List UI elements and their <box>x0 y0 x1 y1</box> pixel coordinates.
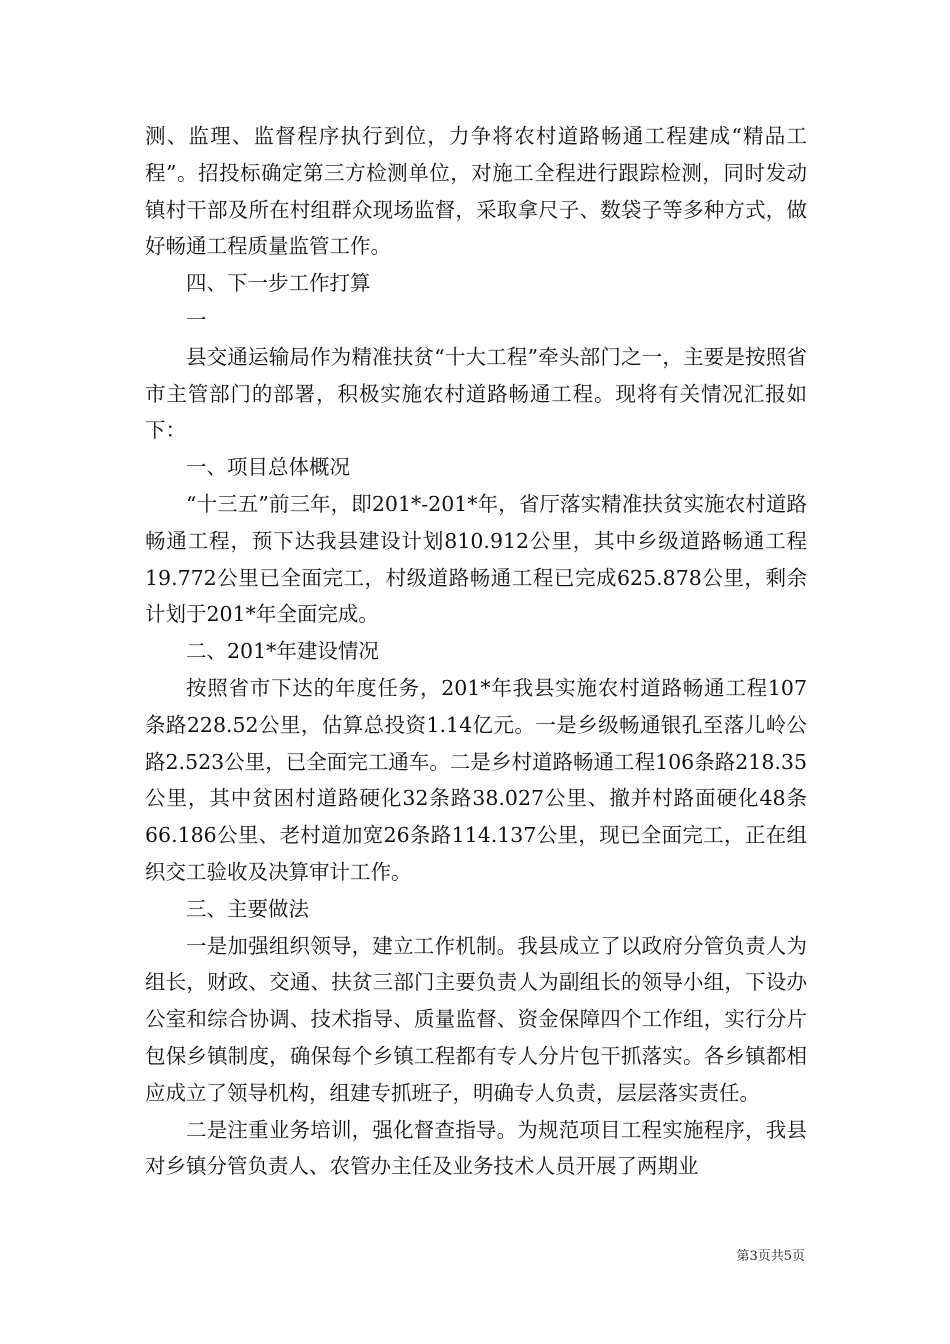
section-heading-construction: 二、201*年建设情况 <box>186 639 379 664</box>
paragraph-continued: 测、监理、监督程序执行到位，力争将农村道路畅通工程建成“精品工程”。招投标确定第三方检测单位，对施工全程进行跟踪检测，同时发动镇村干部及所在村组群众现场监督，采取拿尺子、数袋子等多种方式，做好畅通工程质量监管工作。 <box>145 124 807 259</box>
paragraph-intro: 县交通运输局作为精准扶贫“十大工程”牵头部门之一，主要是按照省市主管部门的部署，积极实施农村道路畅通工程。现将有关情况汇报如下： <box>145 344 807 443</box>
page-number: 第3页共5页 <box>736 1249 805 1264</box>
paragraph-overview: “十三五”前三年，即201*-201*年，省厅落实精准扶贫实施农村道路畅通工程，预下达我县建设计划810.912公里，其中乡级道路畅通工程19.772公里已全面完工，村级道路畅通工程已完成625.878公里，剩余计划于201*年全面完成。 <box>145 491 807 627</box>
section-heading-methods: 三、主要做法 <box>186 896 309 921</box>
section-heading-overview: 一、项目总体概况 <box>186 455 350 480</box>
paragraph-method-2: 二是注重业务培训，强化督查指导。为规范项目工程实施程序，我县对乡镇分管负责人、农管办主任及业务技术人员开展了两期业 <box>145 1117 807 1179</box>
document-body <box>145 118 807 1185</box>
section-marker: 一 <box>186 307 207 332</box>
paragraph-method-1: 一是加强组织领导，建立工作机制。我县成立了以政府分管负责人为组长，财政、交通、扶贫三部门主要负责人为副组长的领导小组，下设办公室和综合协调、技术指导、质量监督、资金保障四个工作组，实行分片包保乡镇制度，确保每个乡镇工程都有专人分片包干抓落实。各乡镇都相应成立了领导机构，组建专抓班子，明确专人负责，层层落实责任。 <box>145 933 807 1105</box>
section-heading-next-steps: 四、下一步工作打算 <box>186 271 371 296</box>
paragraph-construction: 按照省市下达的年度任务，201*年我县实施农村道路畅通工程107条路228.52公里，估算总投资1.14亿元。一是乡级畅通银孔至落儿岭公路2.523公里，已全面完工通车。二是乡村道路畅通工程106条路218.35公里，其中贫困村道路硬化32条路38.027公里、撤并村路面硬化48条66.186公里、老村道加宽26条路114.137公里，现已全面完工，正在组织交工验收及决算审计工作。 <box>145 675 807 884</box>
